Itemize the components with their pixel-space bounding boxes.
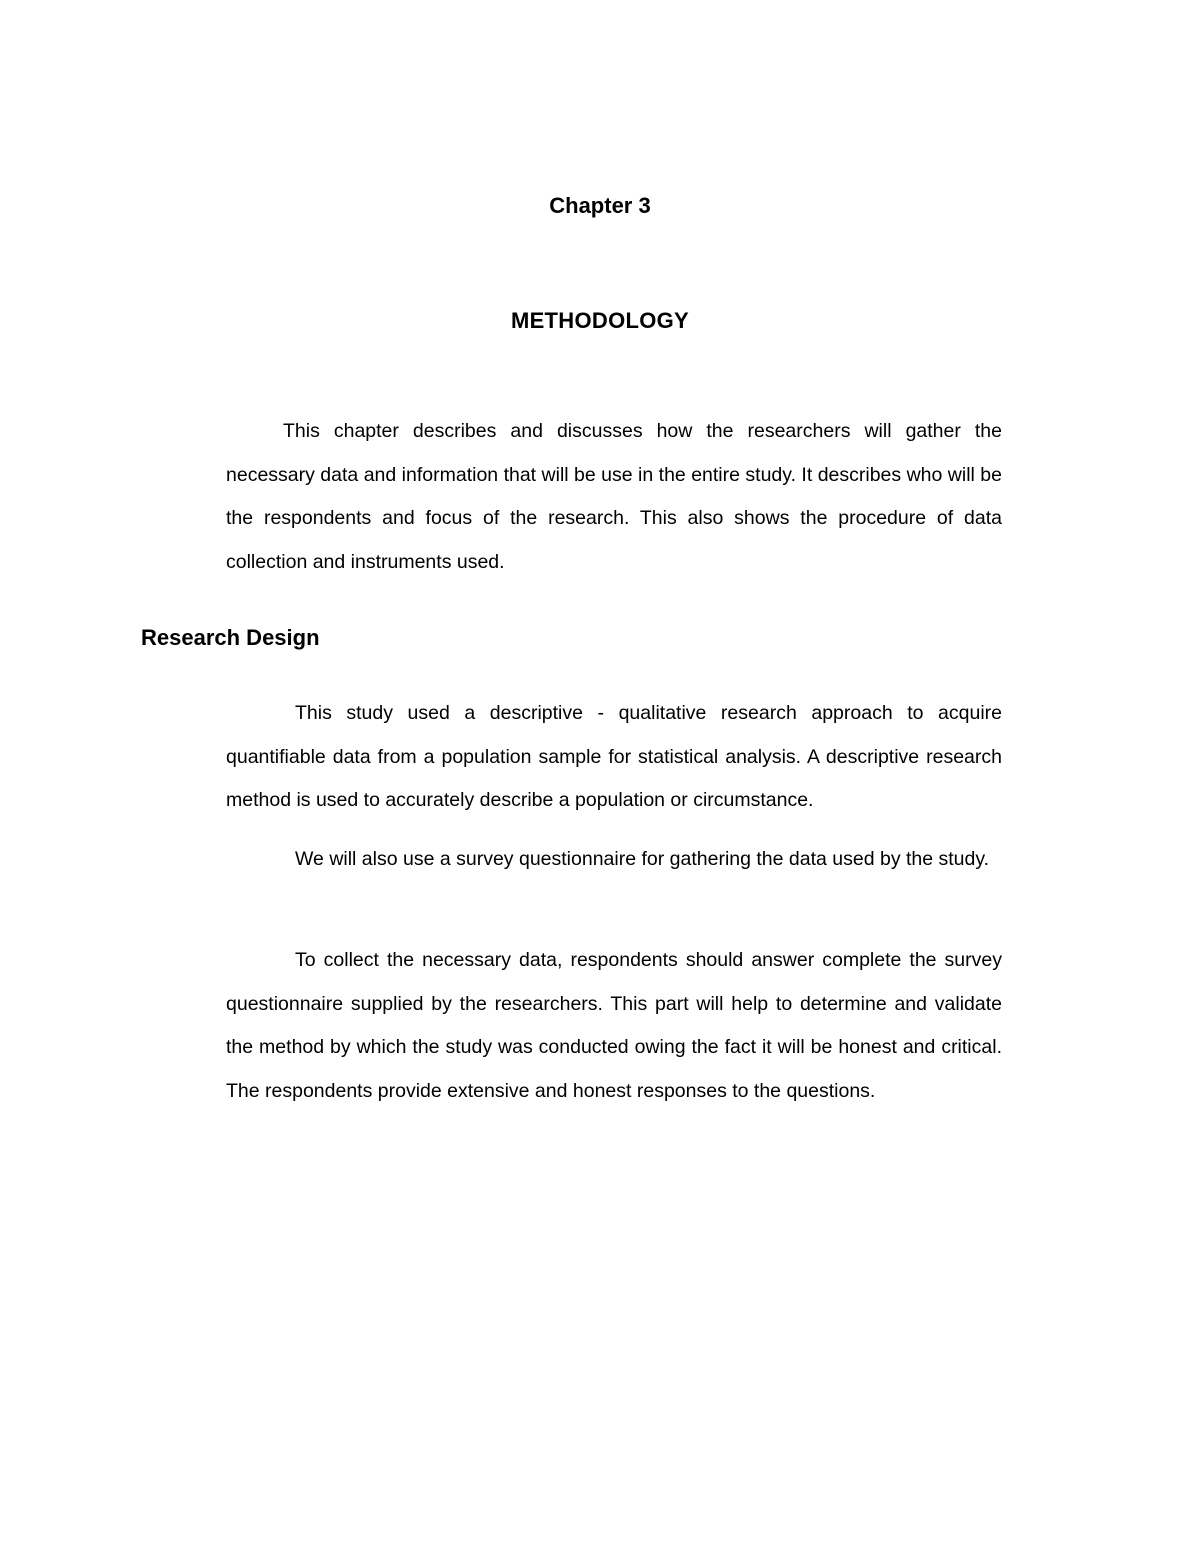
chapter-title: METHODOLOGY [510,308,690,333]
research-design-paragraph-1: This study used a descriptive - qualitative research approach to acquire quantifiable data from a population sample for statistical analysis. A descriptive research method is used to accurately describe a population or circumstance. [226,702,1002,811]
research-design-paragraph-2: We will also use a survey questionnaire for gathering the data used by the study. [295,848,990,870]
research-design-paragraph-3: To collect the necessary data, respondents should answer complete the survey questionnaire supplied by the researchers. This part will help to determine and validate the method by which the study was conducted owing the fact it will be honest and critical. The respondents provide extensive and honest responses to the questions. [226,949,1002,1102]
intro-paragraph: This chapter describes and discusses how the researchers will gather the necessary data and information that will be use in the entire study. It describes who will be the respondents and focus of the research. This also shows the procedure of data collection and instruments used. [226,420,1002,573]
section-heading-research-design: Research Design [141,625,320,650]
chapter-label: Chapter 3 [549,193,651,218]
